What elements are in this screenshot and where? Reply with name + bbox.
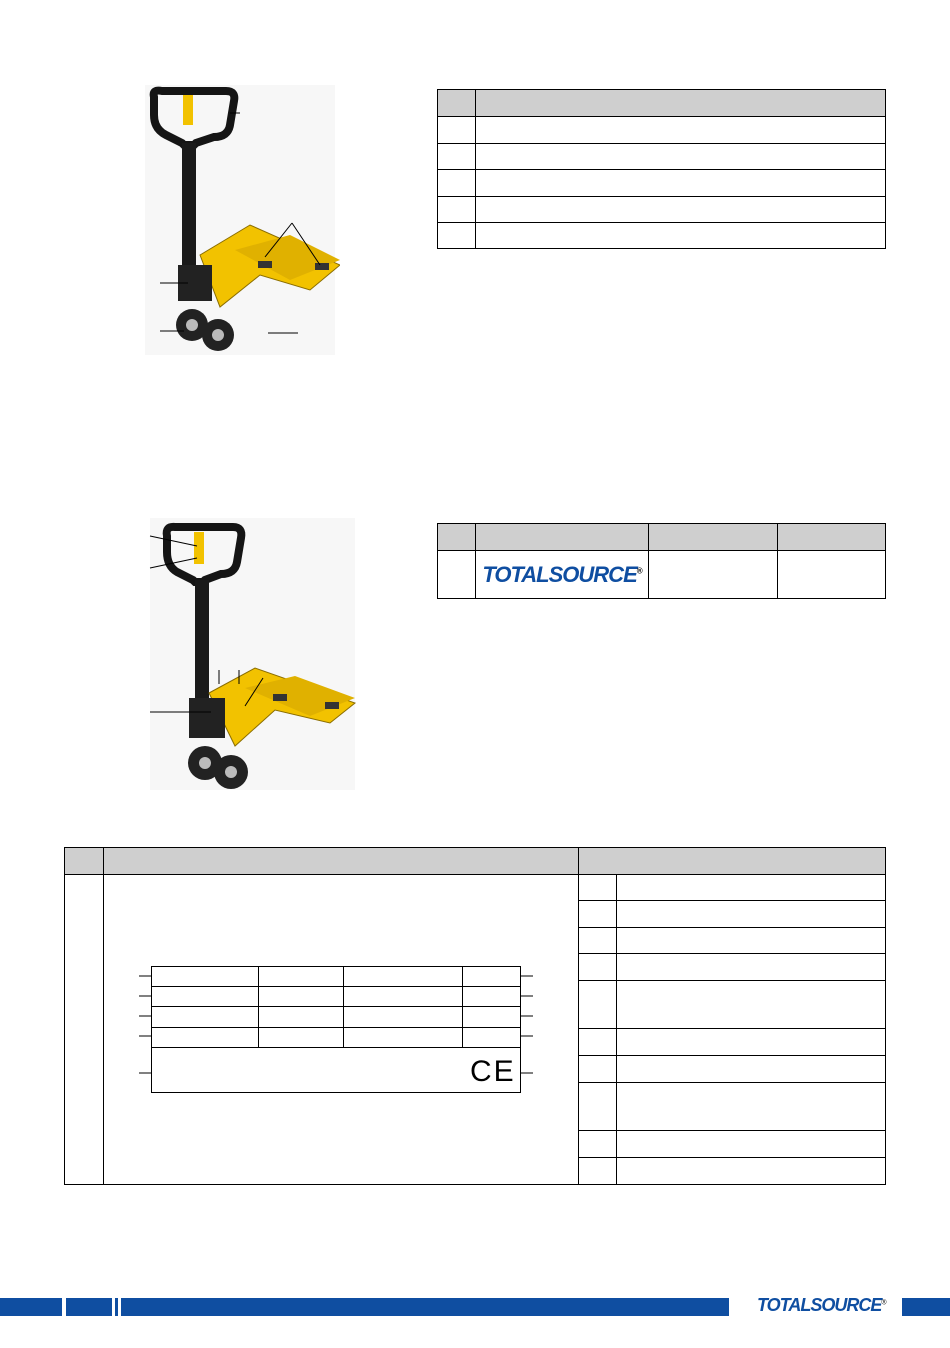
table-row: [579, 1082, 885, 1083]
table-row: [438, 170, 886, 197]
table-row: [579, 900, 885, 901]
brand-logo: [482, 562, 641, 587]
pallet-truck-illustration-bottom: [145, 518, 360, 793]
nameplate-callouts: [135, 966, 545, 1096]
ce-mark: CE: [470, 1055, 516, 1088]
footer-bar-segment: [121, 1298, 729, 1316]
table-row: [438, 551, 886, 599]
nameplate-section: [64, 847, 886, 1185]
legend-rows: [579, 874, 885, 1184]
table-row: [579, 980, 885, 981]
table-header-cell: [476, 90, 886, 117]
registered-mark: ®: [636, 566, 642, 576]
table-row: [438, 197, 886, 223]
footer-bar-segment: [0, 1298, 62, 1316]
table-row: [438, 223, 886, 249]
nameplate-header: [65, 848, 885, 875]
footer-brand-logo: [757, 1295, 887, 1316]
table-row: [579, 1157, 885, 1158]
table-row: [579, 953, 885, 954]
pallet-truck-illustration-top: [140, 85, 340, 360]
table-row: [579, 927, 885, 928]
table-header-cell: [438, 90, 476, 117]
divider: [103, 848, 104, 1184]
footer-bar-segment: [902, 1298, 950, 1316]
table-row: [579, 1055, 885, 1056]
table-row: [438, 144, 886, 170]
components-table: [437, 89, 886, 249]
table-row: [579, 1130, 885, 1131]
table-row: [579, 1028, 885, 1029]
table-header-cell: [649, 524, 778, 551]
brand-logo-text: TOTALSOURCE: [482, 561, 637, 587]
table-header-cell: [438, 524, 476, 551]
model-table: [437, 523, 886, 599]
footer-logo-text: TOTALSOURCE: [757, 1295, 882, 1315]
table-header-cell: [476, 524, 649, 551]
footer-bar-segment: [66, 1298, 112, 1316]
footer-registered-mark: ®: [881, 1299, 887, 1307]
table-header-cell: [778, 524, 886, 551]
table-row: [438, 117, 886, 144]
footer-bar-segment: [115, 1298, 118, 1316]
